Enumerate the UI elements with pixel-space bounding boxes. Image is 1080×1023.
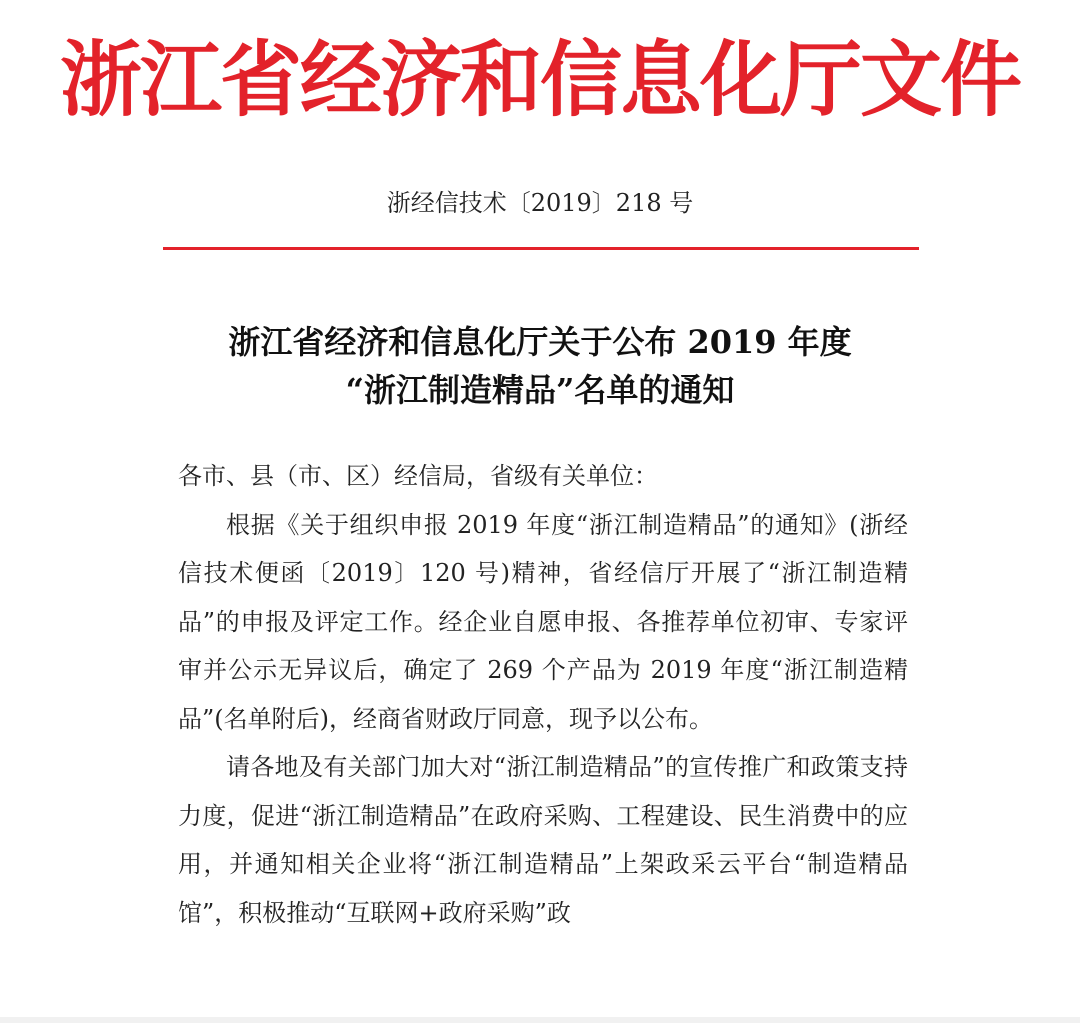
red-divider-line — [163, 247, 919, 250]
salutation: 各市、县（市、区）经信局，省级有关单位： — [178, 462, 658, 490]
issuer-header: 浙江省经济和信息化厅文件 — [59, 32, 1020, 128]
document-body — [178, 452, 908, 937]
title-line-2: “浙江制造精品”名单的通知 — [345, 371, 735, 409]
document-title — [0, 318, 1080, 414]
paragraph-1: 根据《关于组织申报 2019 年度“浙江制造精品”的通知》(浙经信技术便函〔2019〕120 号)精神，省经信厅开展了“浙江制造精品”的申报及评定工作。经企业自愿申报、各推荐单位初审、专家评审并公示无异议后，确定了 269 个产品为 2019 年度“浙江制造精品”(名单附后)，经商省财政厅同意，现予以公布。 — [178, 510, 908, 733]
title-line-1: 浙江省经济和信息化厅关于公布 2019 年度 — [228, 323, 852, 361]
document-number: 浙经信技术〔2019〕218 号 — [386, 189, 694, 217]
paragraph-2: 请各地及有关部门加大对“浙江制造精品”的宣传推广和政策支持力度，促进“浙江制造精品”在政府采购、工程建设、民生消费中的应用，并通知相关企业将“浙江制造精品”上架政采云平台“制造精品馆”，积极推动“互联网+政府采购”政 — [178, 753, 908, 927]
page-bottom-edge — [0, 1017, 1080, 1023]
